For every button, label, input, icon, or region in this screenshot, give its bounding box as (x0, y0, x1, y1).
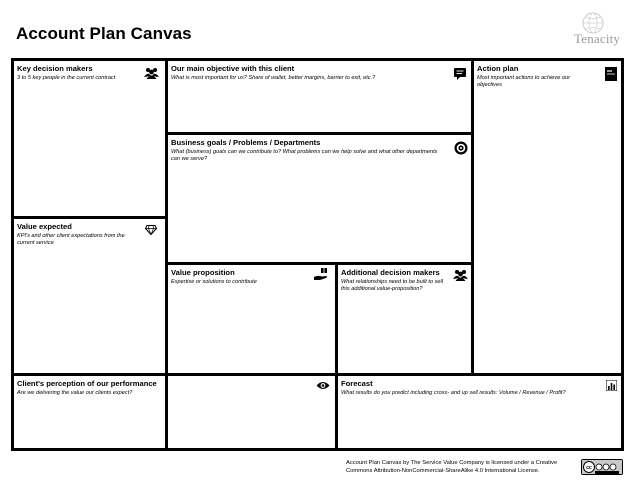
box-value-expected[interactable] (14, 219, 165, 373)
page-title: Account Plan Canvas (16, 24, 192, 43)
box-main-objective[interactable] (168, 61, 471, 132)
box-description: Most important actions to achieve our objectives (477, 75, 570, 88)
box-title: Forecast (341, 379, 373, 388)
box-description: 3 to 5 key people in the current contract (17, 75, 116, 81)
box-description: Are we delivering the value our clients expect? (17, 390, 133, 396)
box-title: Key decision makers (17, 64, 93, 73)
box-title: Value expected (17, 222, 72, 231)
box-client-perception[interactable] (14, 376, 335, 448)
diamond-icon (145, 225, 157, 235)
chat-icon (454, 68, 466, 80)
target-icon (454, 141, 468, 155)
bar-chart-icon (606, 380, 617, 391)
box-key-decision-makers[interactable] (14, 61, 165, 216)
hand-gift-icon (314, 268, 330, 281)
box-value-proposition[interactable] (168, 265, 335, 373)
tenacity-logo (572, 12, 624, 46)
box-description: KPI's and other client expectations from the current service (17, 233, 125, 246)
logo-wordmark: Tenacity (574, 31, 621, 46)
box-description: Expertise or solutions to contribute (171, 279, 257, 285)
people-icon (144, 67, 159, 79)
box-description: What is most important for us? Share of wallet, better margins, barrier to exit, etc.? (171, 75, 376, 81)
box-forecast[interactable] (338, 376, 621, 448)
box-description: What relationships need to be built to sell this additional value-proposition? (341, 279, 443, 292)
cc-by-nc-sa-icon[interactable] (581, 459, 623, 475)
license-badge-graphic (582, 460, 622, 474)
account-plan-canvas (11, 58, 624, 451)
box-action-plan[interactable] (474, 61, 621, 373)
box-title: Value proposition (171, 268, 235, 277)
box-additional-decision-makers[interactable] (338, 265, 471, 373)
box-title: Client's perception of our performance (17, 379, 157, 388)
svg-text:cc: cc (586, 465, 592, 471)
box-description: What (business) goals can we contribute to? What problems can we help solve and what other departments can we serve? (171, 149, 438, 162)
box-description: What results do you predict including cross- and up sell results: Volume / Revenue / Profit? (341, 390, 566, 396)
license-text: Account Plan Canvas by The Service Value Company is licensed under a Creative Commons Attribution-NonCommercial-ShareAlike 4.0 International License. (346, 460, 558, 474)
box-title: Business goals / Problems / Departments (171, 138, 321, 147)
box-title: Action plan (477, 64, 519, 73)
eye-icon (316, 381, 330, 390)
box-title: Our main objective with this client (171, 64, 295, 73)
box-business-goals[interactable] (168, 135, 471, 262)
document-icon (605, 67, 617, 81)
box-title: Additional decision makers (341, 268, 440, 277)
people-icon (453, 269, 468, 281)
